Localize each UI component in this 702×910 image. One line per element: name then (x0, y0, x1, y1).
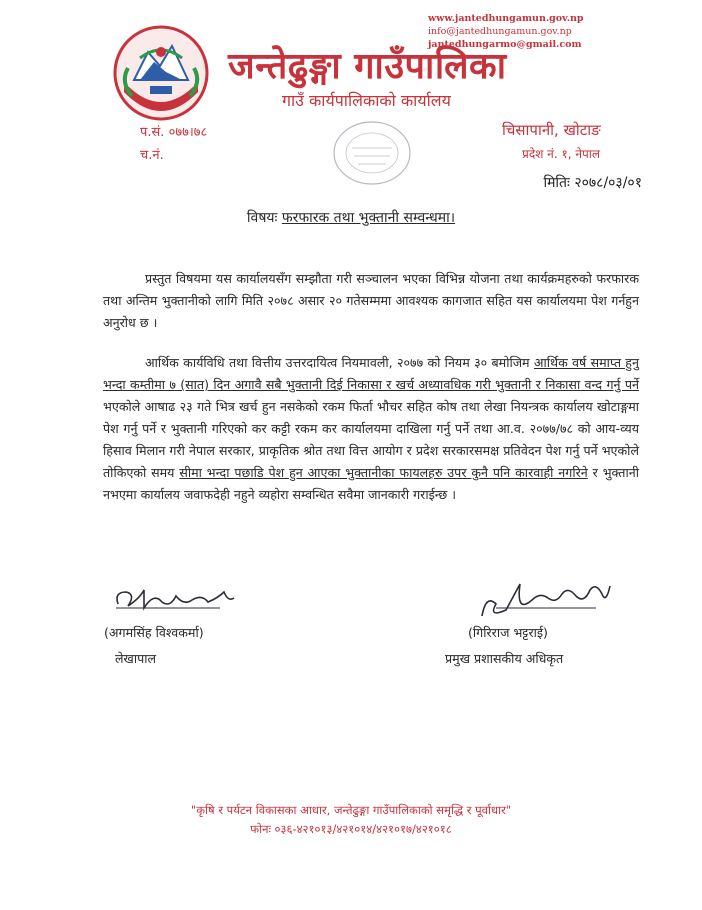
paragraph-2-underlined-1: आर्थिक वर्ष समाप्त हुनु भन्दा कम्तीमा ७ (सात) दिन अगावै सबै भुक्तानी दिई निकासा र खर्च अध्यावधिक गरी भुक्तानी र निकासा वन्द गर्नु पर्ने (103, 355, 639, 392)
reference-number: प.सं. ०७७।७८ (140, 125, 208, 140)
government-emblem (110, 22, 212, 124)
paragraph-1-text: प्रस्तुत विषयमा यस कार्यालयसँग सम्झौता गरी सञ्चालन भएका विभिन्न योजना तथा कार्यक्रमहरुको फरफारक तथा अन्तिम भुक्तानीको लागि मिति २०७८ असार २० गतेसम्ममा आवश्यक कागजात सहित यस कार्यालयमा पेश गर्नहुन अनुरोध छ । (103, 271, 639, 330)
subject-line (0, 208, 702, 227)
office-title: जन्तेढुङ्गा गाउँपालिका (228, 46, 507, 87)
office-stamp (330, 118, 414, 188)
paragraph-2-end: र भुक्तानी नभएमा कार्यालय जवाफदेही नहुने व्यहोरा सम्वन्धित सवैमा जानकारी गराईन्छ । (103, 465, 639, 502)
website-text: www.jantedhungamun.gov.np (428, 13, 584, 24)
right-signatory-title: प्रमुख प्रशासकीय अधिकृत (445, 651, 564, 666)
office-address: चिसापानी, खोटाङ (502, 121, 601, 139)
province-text: प्रदेश नं. १, नेपाल (522, 147, 601, 161)
left-signatory-title: लेखापाल (115, 651, 157, 666)
subject-text: फरफारक तथा भुक्तानी सम्वन्धमा। (281, 210, 456, 226)
email-text: info@jantedhungamun.gov.np (428, 26, 572, 37)
paragraph-2 (103, 352, 639, 506)
left-signature (110, 578, 240, 616)
office-subtitle: गाउँ कार्यपालिकाको कार्यालय (282, 91, 451, 110)
right-signature (476, 574, 616, 626)
email2-text: jantedhungarmo@gmail.com (428, 39, 582, 50)
paragraph-2-intro: आर्थिक कार्यविधि तथा वित्तीय उत्तरदायित्व नियमावली, २०७७ को नियम ३० बमोजिम (145, 355, 530, 370)
footer-phone: फोनः ०३६-४२१०१३/४२१०१४/४२१०१७/४२१०१८ (250, 822, 452, 836)
right-signatory-name: (गिरिराज भट्टराई) (468, 625, 548, 640)
subject-label: विषयः (246, 210, 278, 226)
footer-slogan: "कृषि र पर्यटन विकासका आधार, जन्तेढुङ्गा गाउँपालिकाको समृद्धि र पूर्वाधार" (190, 803, 512, 817)
letter-date: मितिः २०७८/०३/०१ (543, 175, 642, 191)
paragraph-1 (103, 268, 639, 334)
left-signatory-name: (अगमसिंह विश्वकर्मा) (104, 625, 204, 640)
dispatch-number: च.नं. (140, 148, 164, 163)
paragraph-2-middle: भएकोले आषाढ २३ गते भित्र खर्च हुन नसकेको रकम फिर्ता भौचर सहित कोष तथा लेखा नियन्त्रक कार्यालय खोटाङ्गमा पेश गर्नु पर्ने र भुक्तानी गरिएको कर कट्टी रकम कर कार्यालयमा दाखिला गर्नु पर्ने तथा आ.व. २०७७/७८ को आय-व्यय हिसाव मिलान गरी नेपाल सरकार, प्राकृतिक श्रोत तथा वित्त आयोग र प्रदेश सरकारसमक्ष प्रतिवेदन पेश गर्नु पर्ने भएकोले तोकिएको समय (103, 399, 639, 480)
paragraph-2-underlined-2: सीमा भन्दा पछाडि पेश हुन आएका भुक्तानीका फायलहरु उपर कुनै पनि कारवाही नगरिने (179, 465, 588, 480)
